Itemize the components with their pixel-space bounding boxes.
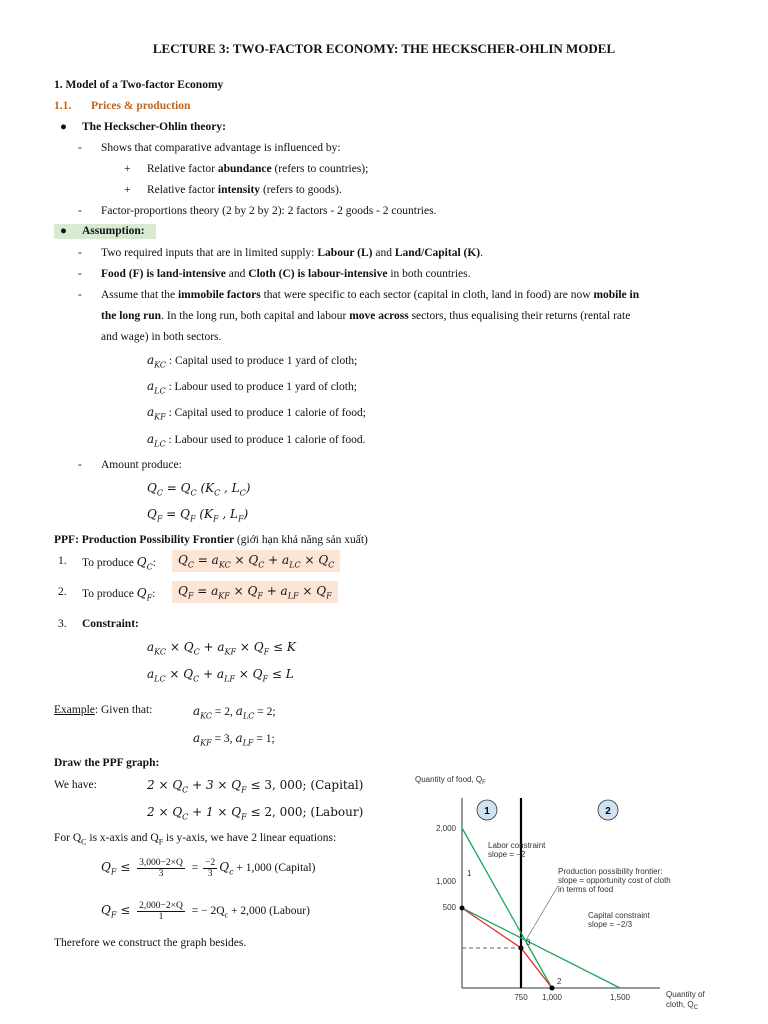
list-number: 2. bbox=[58, 586, 67, 598]
list-number: 1. bbox=[58, 555, 67, 567]
x-axis-label-1: Quantity of bbox=[666, 990, 705, 999]
assumption-mobile-line3: and wage) in both sectors. bbox=[101, 331, 222, 343]
dash-icon: - bbox=[78, 289, 82, 301]
plus-icon: + bbox=[124, 184, 131, 196]
ppf-item-2: To produce $Q_F$: bbox=[82, 586, 156, 603]
x-tick-1000: 1,000 bbox=[541, 993, 563, 1002]
ppf-eq-cloth: $Q_C = a_{KC} \times Q_C + a_{LC} \times Q_C$ bbox=[172, 550, 340, 572]
assumption-mobile-line1: Assume that the immobile factors that were specific to each sector (capital in cloth, land in food) are now mobile in bbox=[101, 289, 640, 301]
point-3 bbox=[519, 946, 524, 951]
qc-function: $Q_C = Q_C$ ($K_C$ , $L_C$) bbox=[147, 481, 251, 498]
x-tick-1500: 1,500 bbox=[609, 993, 631, 1002]
eq-capital: $2 \times Q_C + 3 \times Q_F \le 3$, 000; (Capital) bbox=[147, 778, 364, 795]
dash-icon: - bbox=[78, 459, 82, 471]
ppf-label-3: in terms of food bbox=[558, 885, 614, 894]
capital-constraint-slope: slope = −2/3 bbox=[588, 920, 633, 929]
x-axis-label-2: cloth, $Q_C$ bbox=[666, 1000, 698, 1011]
x-tick-750: 750 bbox=[514, 993, 528, 1002]
y-tick-500: 500 bbox=[442, 903, 456, 912]
dash-icon: - bbox=[78, 205, 82, 217]
eq-labour: $2 \times Q_C + 1 \times Q_F \le 2$, 000; (Labour) bbox=[147, 805, 364, 822]
labor-constraint-label: Labor constraint bbox=[488, 841, 546, 850]
therefore-text: Therefore we construct the graph besides. bbox=[54, 937, 247, 949]
ppf-leader-line bbox=[526, 886, 558, 940]
region-1-label: 1 bbox=[484, 806, 490, 817]
bullet-icon: ● bbox=[60, 225, 67, 237]
point-2 bbox=[550, 986, 555, 991]
def-alf: $a_{LC}$ : Labour used to produce 1 calorie of food. bbox=[147, 432, 366, 449]
assumption-intensity: Food (F) is land-intensive and Cloth (C) is labour-intensive in both countries. bbox=[101, 268, 471, 280]
ho-theory-heading: The Heckscher-Ohlin theory: bbox=[82, 121, 226, 133]
constraint-capital: $a_{KC} \times Q_C + a_{KF} \times Q_F \le K$ bbox=[147, 640, 296, 657]
def-alc: $a_{LC}$ : Labour used to produce 1 yard of cloth; bbox=[147, 379, 357, 396]
region-2-label: 2 bbox=[605, 806, 611, 817]
ho-relative-abundance: Relative factor abundance (refers to countries); bbox=[147, 163, 369, 175]
plus-icon: + bbox=[124, 163, 131, 175]
ppf-heading: PPF: Production Possibility Frontier (giới hạn khả năng sản xuất) bbox=[54, 534, 368, 546]
amount-produce: Amount produce: bbox=[101, 459, 182, 471]
example-values-2: $a_{KF} = 3$, $a_{LF} = 1$; bbox=[193, 731, 275, 748]
def-akf: $a_{KF}$ : Capital used to produce 1 calorie of food; bbox=[147, 405, 366, 422]
ppf-label-2: slope = opportunity cost of cloth bbox=[558, 876, 671, 885]
point-3-label: 3 bbox=[526, 938, 531, 947]
we-have: We have: bbox=[54, 779, 97, 791]
point-2-label: 2 bbox=[557, 977, 562, 986]
draw-ppf-heading: Draw the PPF graph: bbox=[54, 757, 160, 769]
ppf-item-3: Constraint: bbox=[82, 618, 139, 630]
page-title: LECTURE 3: TWO-FACTOR ECONOMY: THE HECKSCHER-OHLIN MODEL bbox=[152, 41, 616, 56]
y-tick-1000: 1,000 bbox=[435, 877, 456, 886]
ppf-label-1: Production possibility frontier: bbox=[558, 867, 663, 876]
ho-shows: Shows that comparative advantage is influenced by: bbox=[101, 142, 341, 154]
axis-description: For $Q_C$ is x-axis and $Q_F$ is y-axis, we have 2 linear equations: bbox=[54, 832, 337, 847]
bullet-icon: ● bbox=[60, 121, 67, 133]
subsection-title: Prices & production bbox=[91, 100, 191, 112]
y-tick-2000: 2,000 bbox=[435, 824, 456, 833]
ppf-eq-food: $Q_F = a_{KF} \times Q_F + a_{LF} \times Q_F$ bbox=[172, 581, 338, 603]
assumption-heading: Assumption: bbox=[82, 225, 145, 237]
ho-relative-intensity: Relative factor intensity (refers to goods). bbox=[147, 184, 342, 196]
y-axis-label: Quantity of food, $Q_F$ bbox=[415, 775, 486, 786]
point-1 bbox=[460, 906, 465, 911]
constraint-labour: $a_{LC} \times Q_C + a_{LF} \times Q_F \le L$ bbox=[147, 667, 294, 684]
frac-eq-labour: $Q_F$ ≤ $\frac{2,000-2\times Q}{1}$ = − $2Q_c + 2,000$ (Labour) bbox=[101, 901, 310, 922]
dash-icon: - bbox=[78, 142, 82, 154]
factor-proportions: Factor-proportions theory (2 by 2 by 2): 2 factors - 2 goods - 2 countries. bbox=[101, 205, 437, 217]
dash-icon: - bbox=[78, 247, 82, 259]
point-1-label: 1 bbox=[467, 869, 472, 878]
dash-icon: - bbox=[78, 268, 82, 280]
subsection-number: 1.1. bbox=[54, 100, 72, 112]
capital-constraint-label: Capital constraint bbox=[588, 911, 650, 920]
ppf-graph bbox=[410, 768, 710, 1024]
ppf-item-1: To produce $Q_C$: bbox=[82, 555, 156, 572]
assumption-inputs: Two required inputs that are in limited supply: Labour (L) and Land/Capital (K). bbox=[101, 247, 484, 259]
assumption-mobile-line2: the long run. In the long run, both capital and labour move across sectors, thus equalising their returns (rental rate bbox=[101, 310, 631, 322]
section-heading: 1. Model of a Two-factor Economy bbox=[54, 79, 224, 91]
list-number: 3. bbox=[58, 618, 67, 630]
labor-constraint-slope: slope = −2 bbox=[488, 850, 526, 859]
example-values-1: $a_{KC} = 2$, $a_{LC} = 2$; bbox=[193, 704, 276, 721]
qf-function: $Q_F = Q_F$ ($K_F$ , $L_F$) bbox=[147, 507, 249, 524]
example-label: Example: Given that: bbox=[54, 704, 153, 716]
frac-eq-capital: $Q_F$ ≤ $\frac{3,000-2\times Q}{3}$ = $\frac{-2}{3}$ $Q_c + 1,000$ (Capital) bbox=[101, 858, 316, 879]
def-akc: $a_{KC}$ : Capital used to produce 1 yard of cloth; bbox=[147, 353, 358, 370]
